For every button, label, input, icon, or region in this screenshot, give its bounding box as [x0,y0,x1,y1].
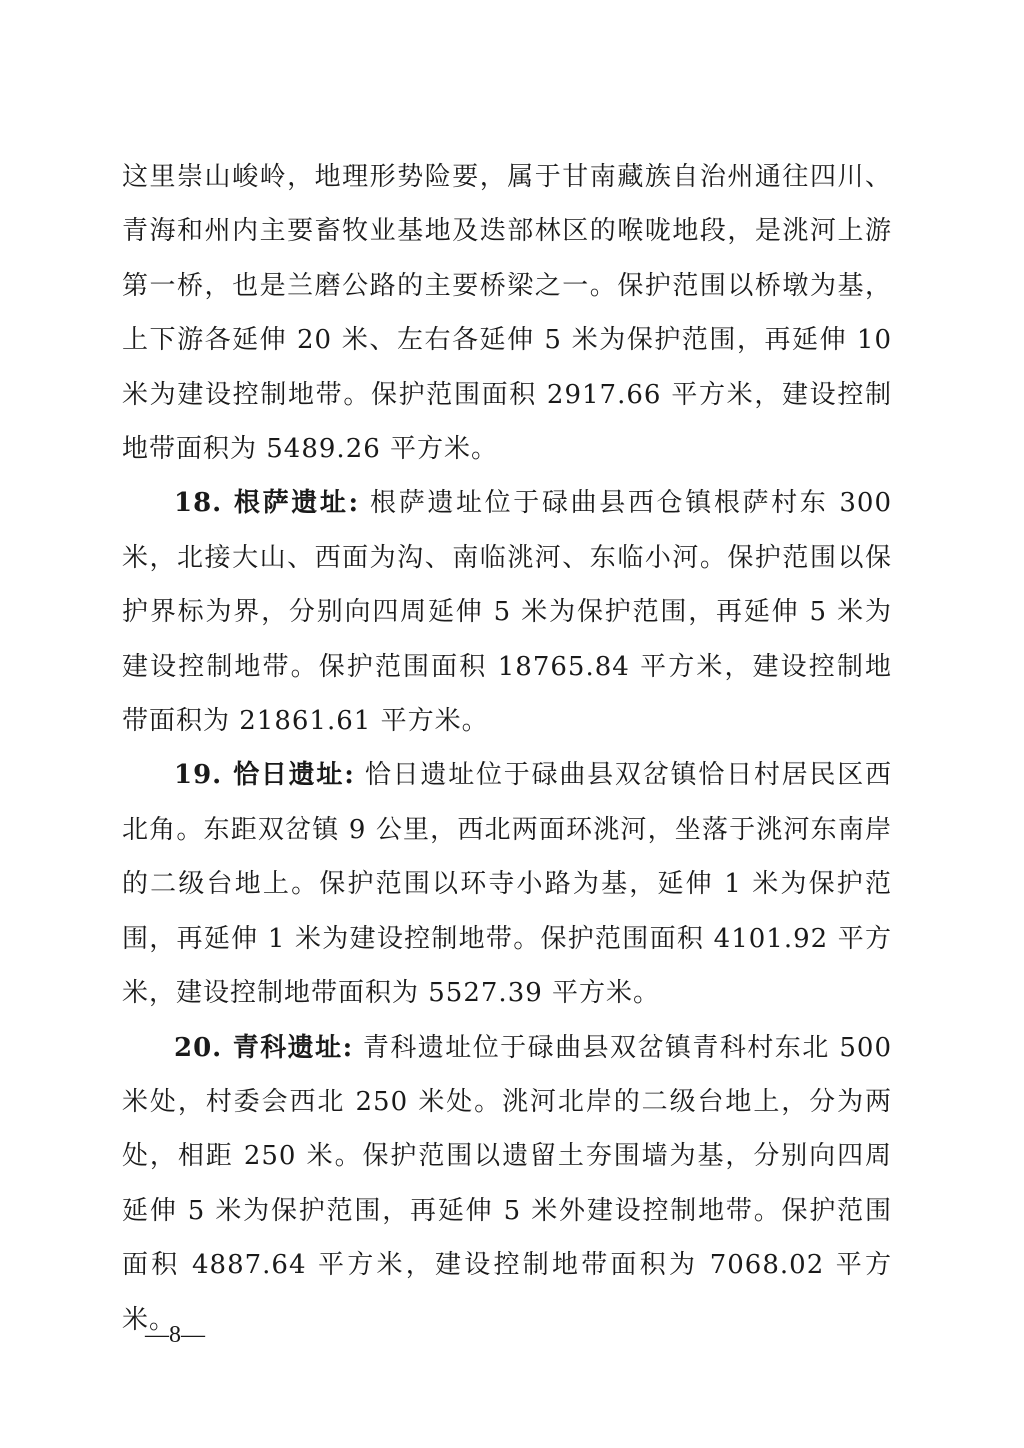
item-18-heading: 18. 根萨遗址: [174,488,360,519]
item-20-text: 青科遗址位于碌曲县双岔镇青科村东北 500 米处，村委会西北 250 米处。洮河北岸的二级台地上，分为两处，相距 250 米。保护范围以遗留土夯围墙为基，分别向四周延伸 5 米为保护范围，再延伸 5 米外建设控制地带。保护范围面积 4887.64 平方米，建设控制地带面积为 7068.02 平方米。 [122,1032,892,1335]
item-19-paragraph [122,748,892,1020]
intro-paragraph: 这里崇山峻岭，地理形势险要，属于甘南藏族自治州通往四川、青海和州内主要畜牧业基地及迭部林区的喉咙地段，是洮河上游第一桥，也是兰磨公路的主要桥梁之一。保护范围以桥墩为基，上下游各延伸 20 米、左右各延伸 5 米为保护范围，再延伸 10 米为建设控制地带。保护范围面积 2917.66 平方米，建设控制地带面积为 5489.26 平方米。 [122,162,892,465]
item-20-heading: 20. 青科遗址: [174,1032,354,1063]
item-19-text: 恰日遗址位于碌曲县双岔镇恰日村居民区西北角。东距双岔镇 9 公里，西北两面环洮河，坐落于洮河东南岸的二级台地上。保护范围以环寺小路为基，延伸 1 米为保护范围，再延伸 1 米为建设控制地带。保护范围面积 4101.92 平方米，建设控制地带面积为 5527.39 平方米。 [122,760,892,1009]
item-18-paragraph [122,476,892,748]
item-20-paragraph [122,1021,892,1347]
item-18-text: 根萨遗址位于碌曲县西仓镇根萨村东 300 米，北接大山、西面为沟、南临洮河、东临小河。保护范围以保护界标为界，分别向四周延伸 5 米为保护范围，再延伸 5 米为建设控制地带。保护范围面积 18765.84 平方米，建设控制地带面积为 21861.61 平方米。 [122,488,892,737]
item-19-heading: 19. 恰日遗址: [174,760,355,791]
document-body [122,150,892,1347]
page-number: —8— [145,1322,205,1348]
